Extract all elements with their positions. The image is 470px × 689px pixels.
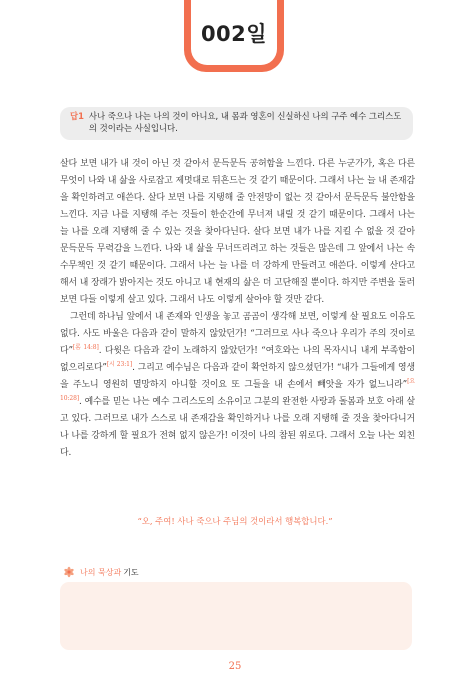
scripture-reference-psalms: [시 23:1] <box>106 361 133 369</box>
day-title: 002일 <box>200 21 268 46</box>
day-header-tab <box>184 0 284 72</box>
page-number: 25 <box>228 661 242 672</box>
flower-icon <box>62 565 76 579</box>
body-paragraph-1: 살다 보면 내가 내 것이 아닌 것 같아서 문득문득 공허함을 느낀다. 다른 누군가가, 혹은 다른 무엇이 나와 내 삶을 사로잡고 제멋대로 뒤흔드는 것 같기 때문이다. 그래서 나는 늘 내 존재감을 확인하려고 애쓴다. 살다 보면 나를 지탱해 줄 안전망이 없는 것 같아서 문득문득 불안함을 느낀다. 지금 나를 지탱해 주는 것들이 한순간에 무너져 내릴 것 같기 때문이다. 그래서 나는 늘 나를 오래 지탱해 줄 수 있는 것을 찾아다닌다. 살다 보면 내가 나를 지킬 수 없을 것 같아 문득문득 무력감을 느낀다. 나와 내 삶을 무너뜨리려고 하는 것들은 많은데 그 앞에서 나는 속수무책인 것 같기 때문이다. 그래서 나는 늘 나를 더 강하게 만들려고 애쓴다. 이렇게 산다고 해서 내 장래가 밝아지는 것도 아니고 내 현재의 삶은 더 고단해질 뿐이다. 하지만 주변을 둘러보면 다들 이렇게 살고 있다. 그래서 나도 이렇게 살아야 할 것만 같다. <box>60 159 415 305</box>
scripture-reference-romans: [롬 14:8] <box>72 344 99 352</box>
prayer-section-header <box>62 565 139 579</box>
answer-text: 사나 죽으나 나는 나의 것이 아니요, 내 몸과 영혼이 신실하신 나의 구주 예수 그리스도의 것이라는 사실입니다. <box>88 111 402 133</box>
answer-box <box>60 107 413 140</box>
prayer-label-accent: 나의 묵상과 <box>80 567 122 577</box>
day-header-inner <box>191 0 277 65</box>
paragraph-2-part-b: . 다윗은 다음과 같이 노래하지 않았던가! “여호와는 나의 목자시니 내게 부족함이 없으리로다” <box>60 346 415 373</box>
paragraph-2-part-c: . 그리고 예수님은 다음과 같이 확언하지 않으셨던가! “내가 그들에게 영생을 주노니 영원히 멸망하지 아니할 것이요 또 그들을 내 손에서 빼앗을 자가 없느니라” <box>60 363 415 390</box>
paragraph-2-part-d: . 예수를 믿는 나는 예수 그리스도의 소유이고 그분의 완전한 사랑과 돌봄과 보호 아래 살고 있다. 그러므로 내가 스스로 내 존재감을 확인하거나 나를 오래 지탱해 줄 것을 찾아다니거나 나를 강하게 할 필요가 전혀 없지 않은가! 이것이 나의 참된 위로다. 그래서 오늘 나는 외친다. <box>60 397 415 458</box>
prayer-writing-box <box>60 582 412 650</box>
prayer-label-rest: 기도 <box>123 567 139 577</box>
paragraph-2-part-a: 그런데 하나님 앞에서 내 존재와 인생을 놓고 곰곰이 생각해 보면, 이렇게 살 필요도 이유도 없다. 사도 바울은 다음과 같이 말하지 않았던가! “그러므로 사나 죽으나 우리가 주의 것이로다” <box>60 312 415 356</box>
highlight-quote: “오, 주여! 사나 죽으나 주님의 것이라서 행복합니다.” <box>137 516 333 526</box>
body-paragraph-2 <box>60 309 415 462</box>
answer-label: 답1 <box>70 111 84 121</box>
body-text <box>60 156 415 462</box>
scripture-reference-john: [요 10:28] <box>60 378 415 403</box>
